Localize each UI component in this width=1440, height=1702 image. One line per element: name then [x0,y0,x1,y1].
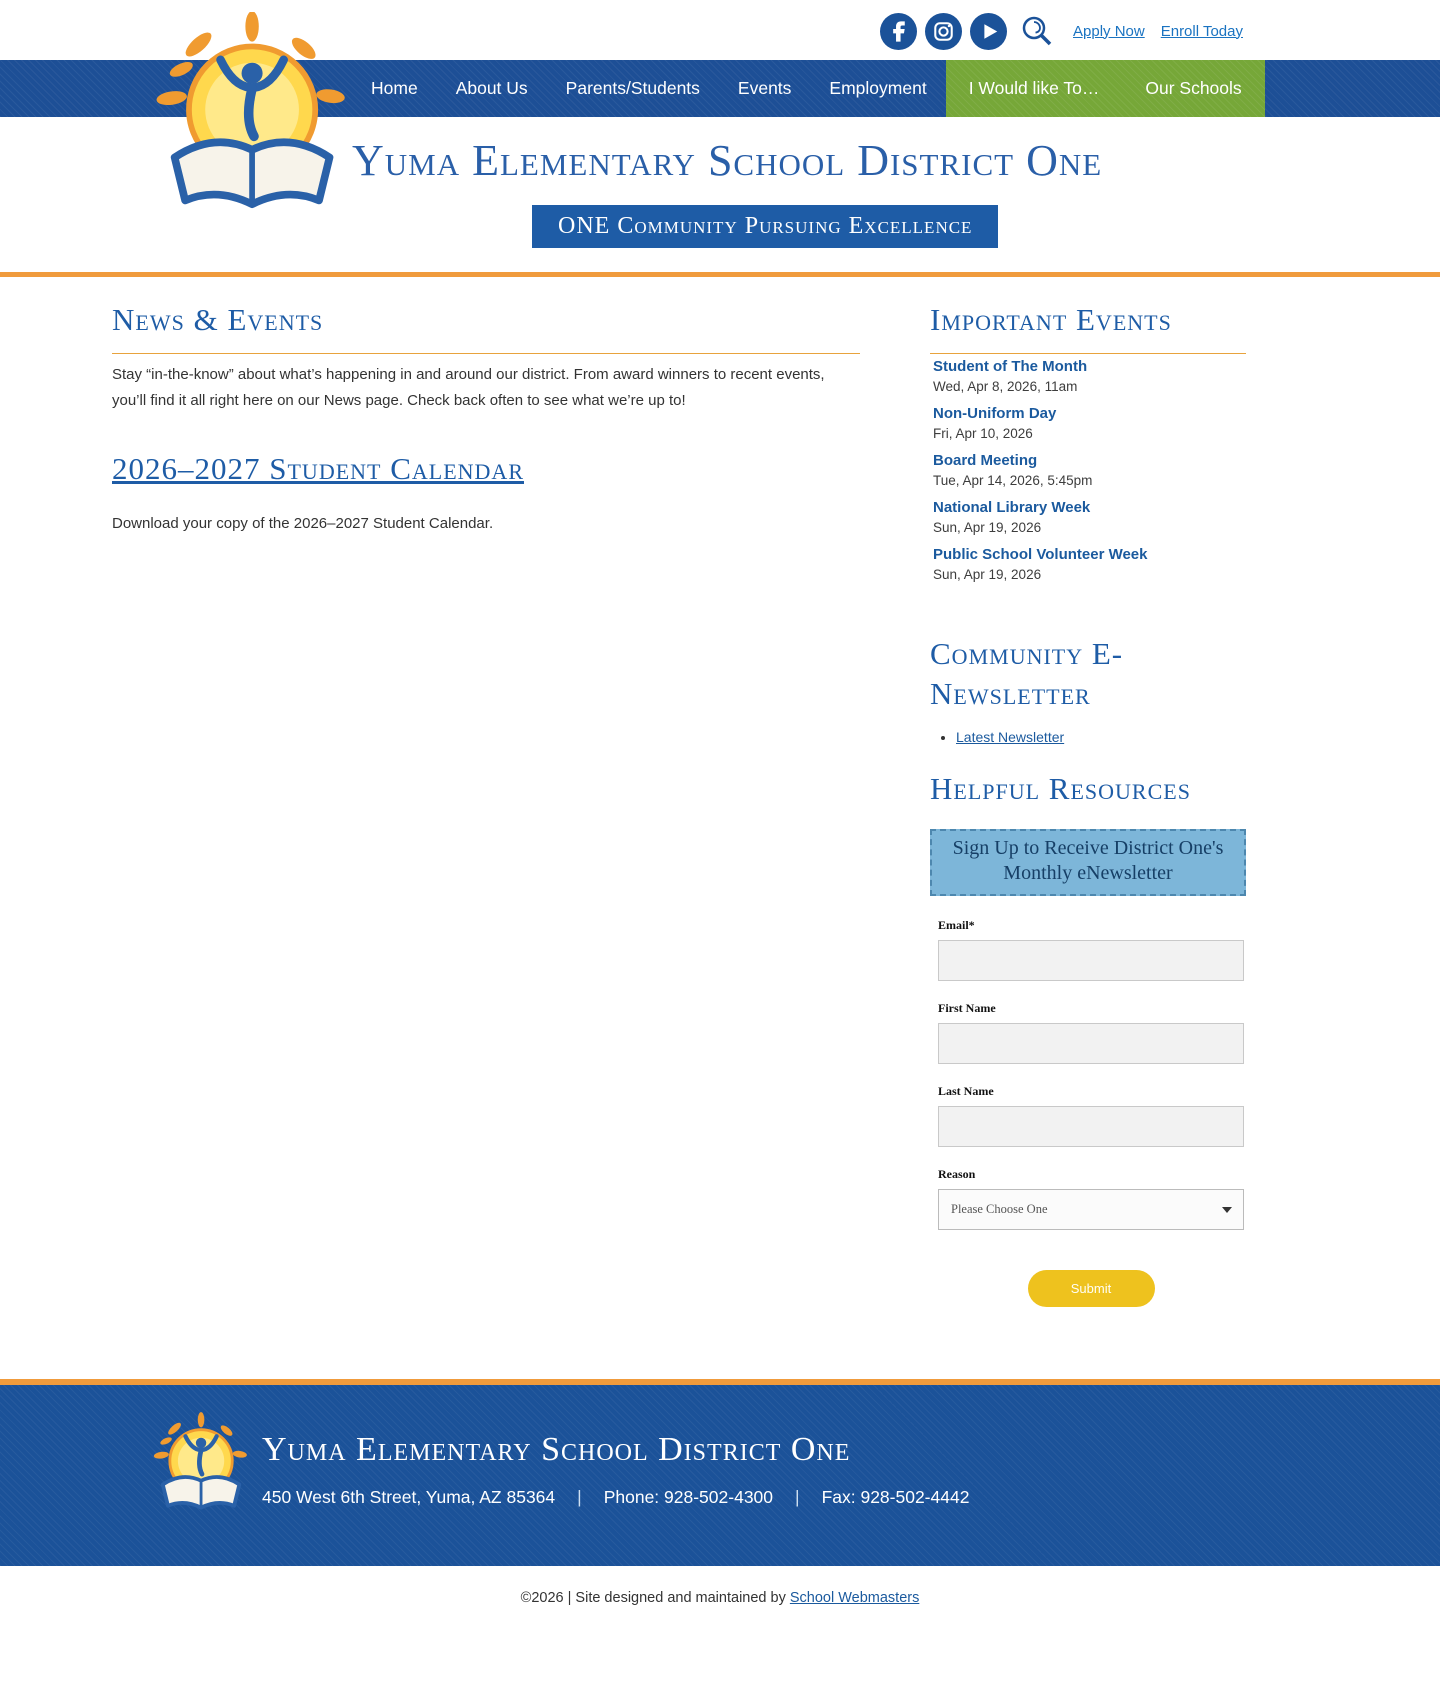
copyright-text: ©2026 | Site designed and maintained by [520,1589,790,1606]
instagram-icon[interactable] [925,13,962,50]
event-title[interactable]: Non-Uniform Day [933,405,1057,422]
news-events-heading: News & Events [112,302,860,354]
district-name: Yuma Elementary School District One [352,136,1103,185]
event-date: Tue, Apr 14, 2026, 5:45pm [933,473,1093,488]
facebook-icon[interactable] [880,13,917,50]
event-title[interactable]: National Library Week [933,499,1091,516]
nav-item-i-would-like-to[interactable]: I Would like To… [968,78,1100,98]
event-date: Sun, Apr 19, 2026 [933,520,1042,535]
footer-district-name: Yuma Elementary School District One [262,1430,851,1468]
event-title[interactable]: Public School Volunteer Week [933,546,1148,563]
footer-phone: Phone: 928-502-4300 [603,1486,774,1507]
footer-district-logo [150,1411,254,1528]
sidebar [930,302,1246,1351]
calendar-note: Download your copy of the 2026–2027 Student Calendar. [112,514,494,532]
community-enewsletter-heading: Community E-Newsletter [930,636,1124,712]
event-date: Wed, Apr 8, 2026, 11am [933,379,1078,394]
reason-label: Reason [938,1166,976,1181]
youtube-icon[interactable] [970,13,1007,50]
event-title[interactable]: Board Meeting [933,452,1038,469]
nav-item-employment[interactable]: Employment [829,78,927,98]
footer-fax: Fax: 928-502-4442 [821,1486,970,1507]
last-name-field[interactable] [938,1106,1244,1147]
nav-item-about-us[interactable]: About Us [455,78,528,98]
events-list [930,358,1246,582]
nav-item-parents-students[interactable]: Parents/Students [565,78,700,98]
event-date: Sun, Apr 19, 2026 [933,567,1042,582]
footer-separator: | [795,1486,800,1507]
last-name-label: Last Name [938,1083,994,1098]
event-item [930,405,1246,441]
event-item [930,452,1246,488]
district-logo[interactable] [148,12,360,237]
search-icon[interactable] [1017,11,1057,51]
footer-contact-line [262,1487,969,1508]
important-events-heading: Important Events [930,302,1246,354]
enroll-today-link[interactable]: Enroll Today [1160,22,1243,40]
apply-now-link[interactable]: Apply Now [1073,22,1145,40]
event-date: Fri, Apr 10, 2026 [933,426,1033,441]
main-content [112,277,1246,1379]
event-item [930,546,1246,582]
email-field[interactable] [938,940,1244,981]
signup-form [930,896,1246,1307]
signup-header: Sign Up to Receive District One's Monthly eNewsletter [930,829,1246,896]
first-name-field[interactable] [938,1023,1244,1064]
copyright-bar [0,1566,1440,1702]
event-title[interactable]: Student of The Month [933,358,1088,375]
news-section [112,302,860,1351]
reason-select-wrap [938,1189,1244,1230]
newsletter-links [930,729,1246,745]
footer-separator: | [577,1486,582,1507]
student-calendar-link[interactable]: 2026–2027 Student Calendar [112,450,524,486]
list-item [956,729,1246,745]
nav-group-green [946,60,1265,117]
footer-address: 450 West 6th Street, Yuma, AZ 85364 [262,1486,556,1507]
news-intro: Stay “in-the-know” about what’s happening in and around our district. From award winners to recent events, you’ll find it all right here on our News page. Check back often to see what we’re up to! [112,366,825,410]
newsletter-signup-box [930,829,1246,1307]
site-footer [0,1385,1440,1566]
credit-link[interactable]: School Webmasters [789,1589,920,1606]
reason-select[interactable] [938,1189,1244,1230]
helpful-resources-heading: Helpful Resources [930,770,1191,806]
nav-item-home[interactable]: Home [371,78,418,98]
latest-newsletter-link[interactable]: Latest Newsletter [956,728,1065,745]
submit-button[interactable]: Submit [1028,1270,1155,1307]
email-label: Email* [938,917,975,932]
nav-item-events[interactable]: Events [737,78,792,98]
district-tagline-banner: ONE Community Pursuing Excellence [532,205,998,248]
first-name-label: First Name [938,1000,996,1015]
event-item [930,499,1246,535]
nav-item-our-schools[interactable]: Our Schools [1145,78,1242,98]
event-item [930,358,1246,394]
